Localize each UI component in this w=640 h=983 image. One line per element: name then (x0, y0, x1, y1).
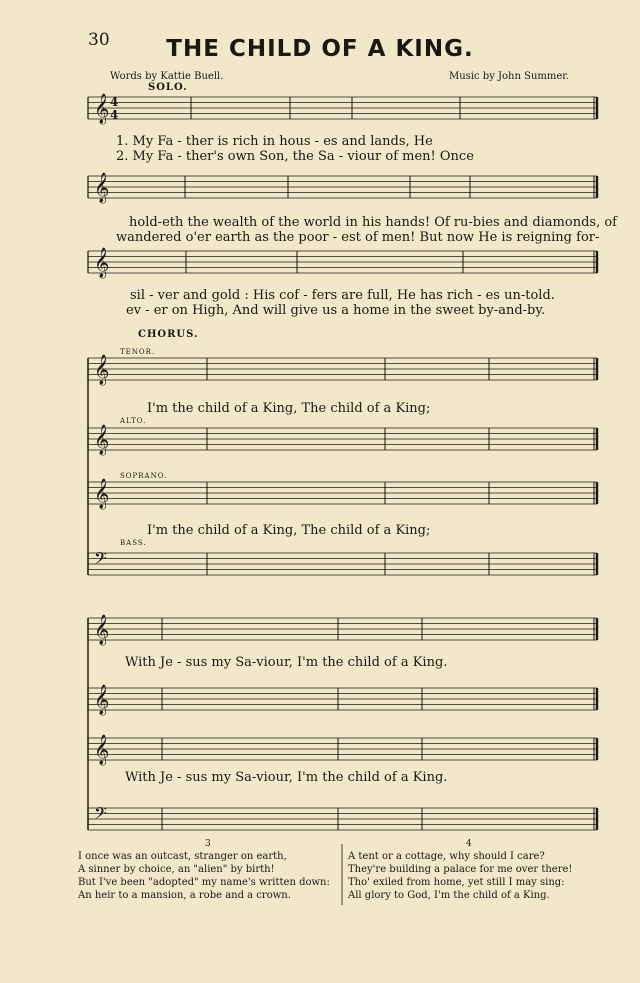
page-number: 30 (88, 30, 110, 50)
bass-clef-icon: 𝄢 (94, 803, 107, 827)
verse-4 (348, 850, 572, 902)
solo-lyric-line: ev - er on High, And will give us a home in the sweet by-and-by. (126, 303, 546, 318)
solo-lyric-line: 1. My Fa - ther is rich in hous - es and lands, He (116, 134, 433, 149)
part-label-soprano: SOPRANO. (120, 472, 168, 480)
chorus-label: CHORUS. (138, 329, 199, 340)
verse-line: But I've been "adopted" my name's written down: (78, 877, 330, 888)
words-credit: Words by Kattie Buell. (110, 71, 224, 82)
solo-label: SOLO. (148, 82, 188, 93)
solo-lyric-line: wandered o'er earth as the poor - est of men! But now He is reigning for- (116, 230, 600, 245)
time-signature-top: 4 (110, 95, 119, 109)
treble-clef-icon: 𝄞 (94, 355, 110, 385)
verse-line: A tent or a cottage, why should I care? (348, 851, 545, 862)
bass-clef-icon: 𝄢 (94, 548, 107, 572)
solo-lyric-line: 2. My Fa - ther's own Son, the Sa - viour of men! Once (116, 149, 474, 164)
part-label-tenor: TENOR. (120, 348, 156, 356)
music-credit: Music by John Summer. (449, 71, 570, 82)
treble-clef-icon: 𝄞 (94, 735, 110, 765)
treble-clef-icon: 𝄞 (94, 479, 110, 509)
treble-clef-icon: 𝄞 (94, 173, 110, 203)
chorus-lyric-line: I'm the child of a King, The child of a King; (147, 401, 431, 416)
verse-number: 4 (466, 839, 472, 849)
part-label-alto: ALTO. (120, 417, 147, 425)
time-signature-bottom: 4 (110, 108, 119, 122)
solo-lyric-line: hold-eth the wealth of the world in his hands! Of ru-bies and diamonds, of (129, 215, 617, 230)
part-label-bass: BASS. (120, 539, 147, 547)
treble-clef-icon: 𝄞 (94, 94, 110, 124)
chorus-lyric-line: With Je - sus my Sa-viour, I'm the child of a King. (125, 770, 448, 785)
solo-lyric-line: sil - ver and gold : His cof - fers are full, He has rich - es un-told. (130, 288, 555, 303)
treble-clef-icon: 𝄞 (94, 248, 110, 278)
verse-line: All glory to God, I'm the child of a King. (348, 890, 550, 901)
verse-line: A sinner by choice, an "alien" by birth! (78, 864, 275, 875)
treble-clef-icon: 𝄞 (94, 615, 110, 645)
chorus-lyric-line: With Je - sus my Sa-viour, I'm the child of a King. (125, 655, 448, 670)
verse-line: An heir to a mansion, a robe and a crown. (78, 890, 291, 901)
treble-clef-icon: 𝄞 (94, 425, 110, 455)
chorus-lyric-line: I'm the child of a King, The child of a King; (147, 523, 431, 538)
hymn-title: THE CHILD OF A KING. (166, 36, 474, 62)
verse-line: I once was an outcast, stranger on earth, (78, 851, 287, 862)
treble-clef-icon: 𝄞 (94, 685, 110, 715)
verse-3 (78, 850, 330, 902)
verse-line: Tho' exiled from home, yet still I may sing: (348, 877, 565, 888)
verse-line: They're building a palace for me over there! (348, 864, 573, 875)
verse-number: 3 (205, 839, 211, 849)
